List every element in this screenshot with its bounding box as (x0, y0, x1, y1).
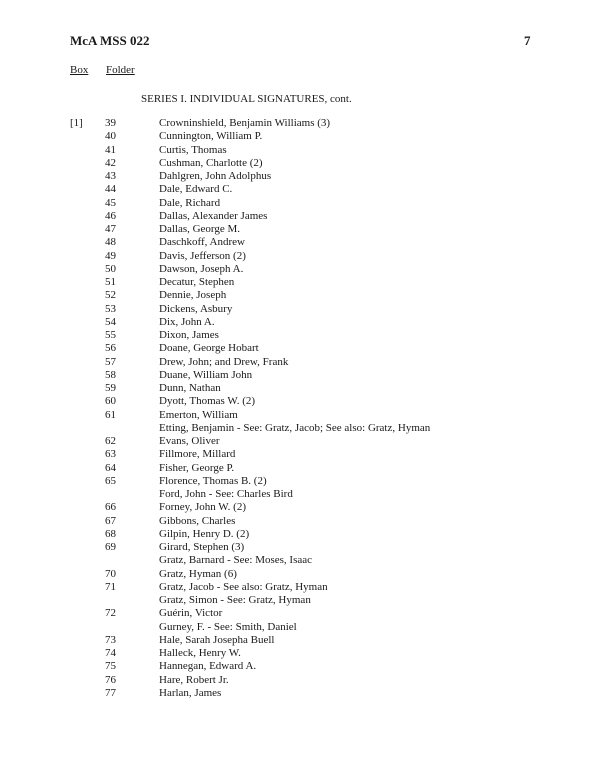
entry-folder: 67 (105, 514, 116, 527)
entry-folder: 50 (105, 262, 116, 275)
entry-name: Dale, Richard (159, 196, 221, 209)
entry-name: Crowninshield, Benjamin Williams (3) (159, 117, 331, 129)
entry-name: Dix, John A. (159, 315, 215, 328)
entry-name: Duane, William John (159, 368, 253, 381)
entry-name: Forney, John W. (2) (159, 501, 246, 514)
entry-name: Girard, Stephen (3) (159, 541, 245, 553)
entry-folder: 49 (105, 249, 116, 262)
entry-name: Hare, Robert Jr. (159, 673, 229, 686)
list-item (0, 515, 600, 528)
entry-folder: 69 (105, 541, 116, 553)
list-item (0, 183, 600, 196)
entry-folder: 72 (105, 607, 116, 620)
entry-folder: 54 (105, 315, 116, 328)
entry-name: Ford, John - See: Charles Bird (159, 488, 293, 500)
entry-folder: 41 (105, 143, 116, 156)
entry-folder: 62 (105, 435, 116, 447)
list-item (0, 660, 600, 673)
entry-name: Decatur, Stephen (159, 276, 235, 288)
entry-folder: 40 (105, 130, 116, 143)
entry-name: Dickens, Asbury (159, 302, 233, 315)
entry-name: Hale, Sarah Josepha Buell (159, 633, 275, 646)
entry-name: Gratz, Barnard - See: Moses, Isaac (159, 554, 313, 567)
entry-folder: 60 (105, 395, 116, 408)
entry-folder: 53 (105, 302, 116, 315)
entry-name: Emerton, William (159, 408, 238, 421)
entry-name: Etting, Benjamin - See: Gratz, Jacob; See also: Gratz, Hyman (159, 421, 431, 434)
entry-name: Dyott, Thomas W. (2) (159, 395, 256, 408)
list-item (0, 263, 600, 276)
entry-name: Dixon, James (159, 329, 219, 341)
list-item (0, 236, 600, 249)
list-item (0, 342, 600, 355)
list-item (0, 276, 600, 289)
entry-folder: 70 (105, 567, 116, 580)
entry-folder: 76 (105, 673, 116, 686)
entry-folder: 42 (105, 156, 116, 169)
entry-name: Gratz, Simon - See: Gratz, Hyman (159, 594, 311, 606)
entry-name: Dennie, Joseph (159, 289, 227, 302)
entry-name: Drew, John; and Drew, Frank (159, 355, 289, 368)
entry-name: Hannegan, Edward A. (159, 660, 257, 673)
list-item (0, 634, 600, 647)
entry-folder: 71 (105, 580, 116, 593)
list-item (0, 409, 600, 422)
list-item (0, 462, 600, 475)
entry-folder: 74 (105, 647, 116, 659)
list-item (0, 356, 600, 369)
entry-name: Curtis, Thomas (159, 143, 227, 156)
list-item (0, 422, 600, 435)
list-item (0, 541, 600, 554)
list-item (0, 382, 600, 395)
entry-folder: 75 (105, 660, 116, 673)
entry-name: Dahlgren, John Adolphus (159, 170, 272, 182)
entry-box: [1] (70, 117, 83, 129)
list-item (0, 210, 600, 223)
entry-folder: 46 (105, 209, 116, 222)
list-item (0, 369, 600, 382)
list-item (0, 117, 600, 130)
list-item (0, 303, 600, 316)
entry-folder: 43 (105, 170, 116, 182)
entry-name: Evans, Oliver (159, 435, 220, 447)
list-item (0, 289, 600, 302)
entry-folder: 51 (105, 276, 116, 288)
entry-folder: 68 (105, 527, 116, 540)
list-item (0, 687, 600, 700)
entry-name: Cushman, Charlotte (2) (159, 156, 263, 169)
collection-id: McA MSS 022 (70, 33, 150, 48)
entry-name: Gilpin, Henry D. (2) (159, 527, 250, 540)
entry-name: Dunn, Nathan (159, 382, 221, 394)
entry-folder: 64 (105, 461, 116, 474)
list-item (0, 501, 600, 514)
entry-name: Cunnington, William P. (159, 130, 263, 143)
list-item (0, 674, 600, 687)
entry-name: Gibbons, Charles (159, 514, 236, 527)
entry-folder: 61 (105, 408, 116, 421)
entry-name: Fillmore, Millard (159, 448, 236, 461)
list-item (0, 568, 600, 581)
entry-folder: 47 (105, 223, 116, 235)
entry-name: Gratz, Jacob - See also: Gratz, Hyman (159, 580, 328, 593)
list-item (0, 528, 600, 541)
entry-folder: 63 (105, 448, 116, 461)
entry-folder: 65 (105, 474, 116, 487)
list-item (0, 197, 600, 210)
entry-name: Gurney, F. - See: Smith, Daniel (159, 620, 297, 633)
list-item (0, 250, 600, 263)
list-item (0, 554, 600, 567)
column-header-folder: Folder (106, 64, 135, 76)
entry-folder: 77 (105, 686, 116, 699)
entry-name: Dallas, George M. (159, 223, 241, 235)
entry-folder: 55 (105, 329, 116, 341)
list-item (0, 223, 600, 236)
folder-list (0, 117, 600, 700)
entry-folder: 57 (105, 355, 116, 368)
entry-folder: 59 (105, 382, 116, 394)
entry-folder: 48 (105, 236, 116, 249)
entry-name: Davis, Jefferson (2) (159, 249, 246, 262)
column-header-box: Box (70, 64, 89, 76)
entry-name: Harlan, James (159, 686, 222, 699)
entry-name: Fisher, George P. (159, 461, 235, 474)
entry-folder: 52 (105, 289, 116, 302)
entry-folder: 44 (105, 183, 116, 196)
list-item (0, 170, 600, 183)
entry-name: Guérin, Victor (159, 607, 223, 620)
entry-folder: 56 (105, 342, 116, 355)
entry-name: Doane, George Hobart (159, 342, 259, 355)
entry-name: Florence, Thomas B. (2) (159, 474, 267, 487)
entry-name: Halleck, Henry W. (159, 647, 241, 659)
entry-folder: 58 (105, 368, 116, 381)
entry-name: Dawson, Joseph A. (159, 262, 244, 275)
entry-folder: 66 (105, 501, 116, 514)
list-item (0, 435, 600, 448)
list-item (0, 488, 600, 501)
series-heading: SERIES I. INDIVIDUAL SIGNATURES, cont. (141, 93, 352, 105)
list-item (0, 594, 600, 607)
list-item (0, 475, 600, 488)
entry-name: Dallas, Alexander James (159, 209, 268, 222)
list-item (0, 130, 600, 143)
page-number: 7 (524, 33, 531, 48)
list-item (0, 329, 600, 342)
entry-name: Daschkoff, Andrew (159, 236, 245, 249)
entry-name: Dale, Edward C. (159, 183, 233, 196)
list-item (0, 144, 600, 157)
list-item (0, 395, 600, 408)
list-item (0, 448, 600, 461)
list-item (0, 316, 600, 329)
entry-folder: 45 (105, 196, 116, 209)
entry-folder: 73 (105, 633, 116, 646)
list-item (0, 157, 600, 170)
entry-name: Gratz, Hyman (6) (159, 567, 237, 580)
list-item (0, 581, 600, 594)
entry-folder: 39 (105, 117, 116, 129)
list-item (0, 621, 600, 634)
list-item (0, 647, 600, 660)
list-item (0, 607, 600, 620)
